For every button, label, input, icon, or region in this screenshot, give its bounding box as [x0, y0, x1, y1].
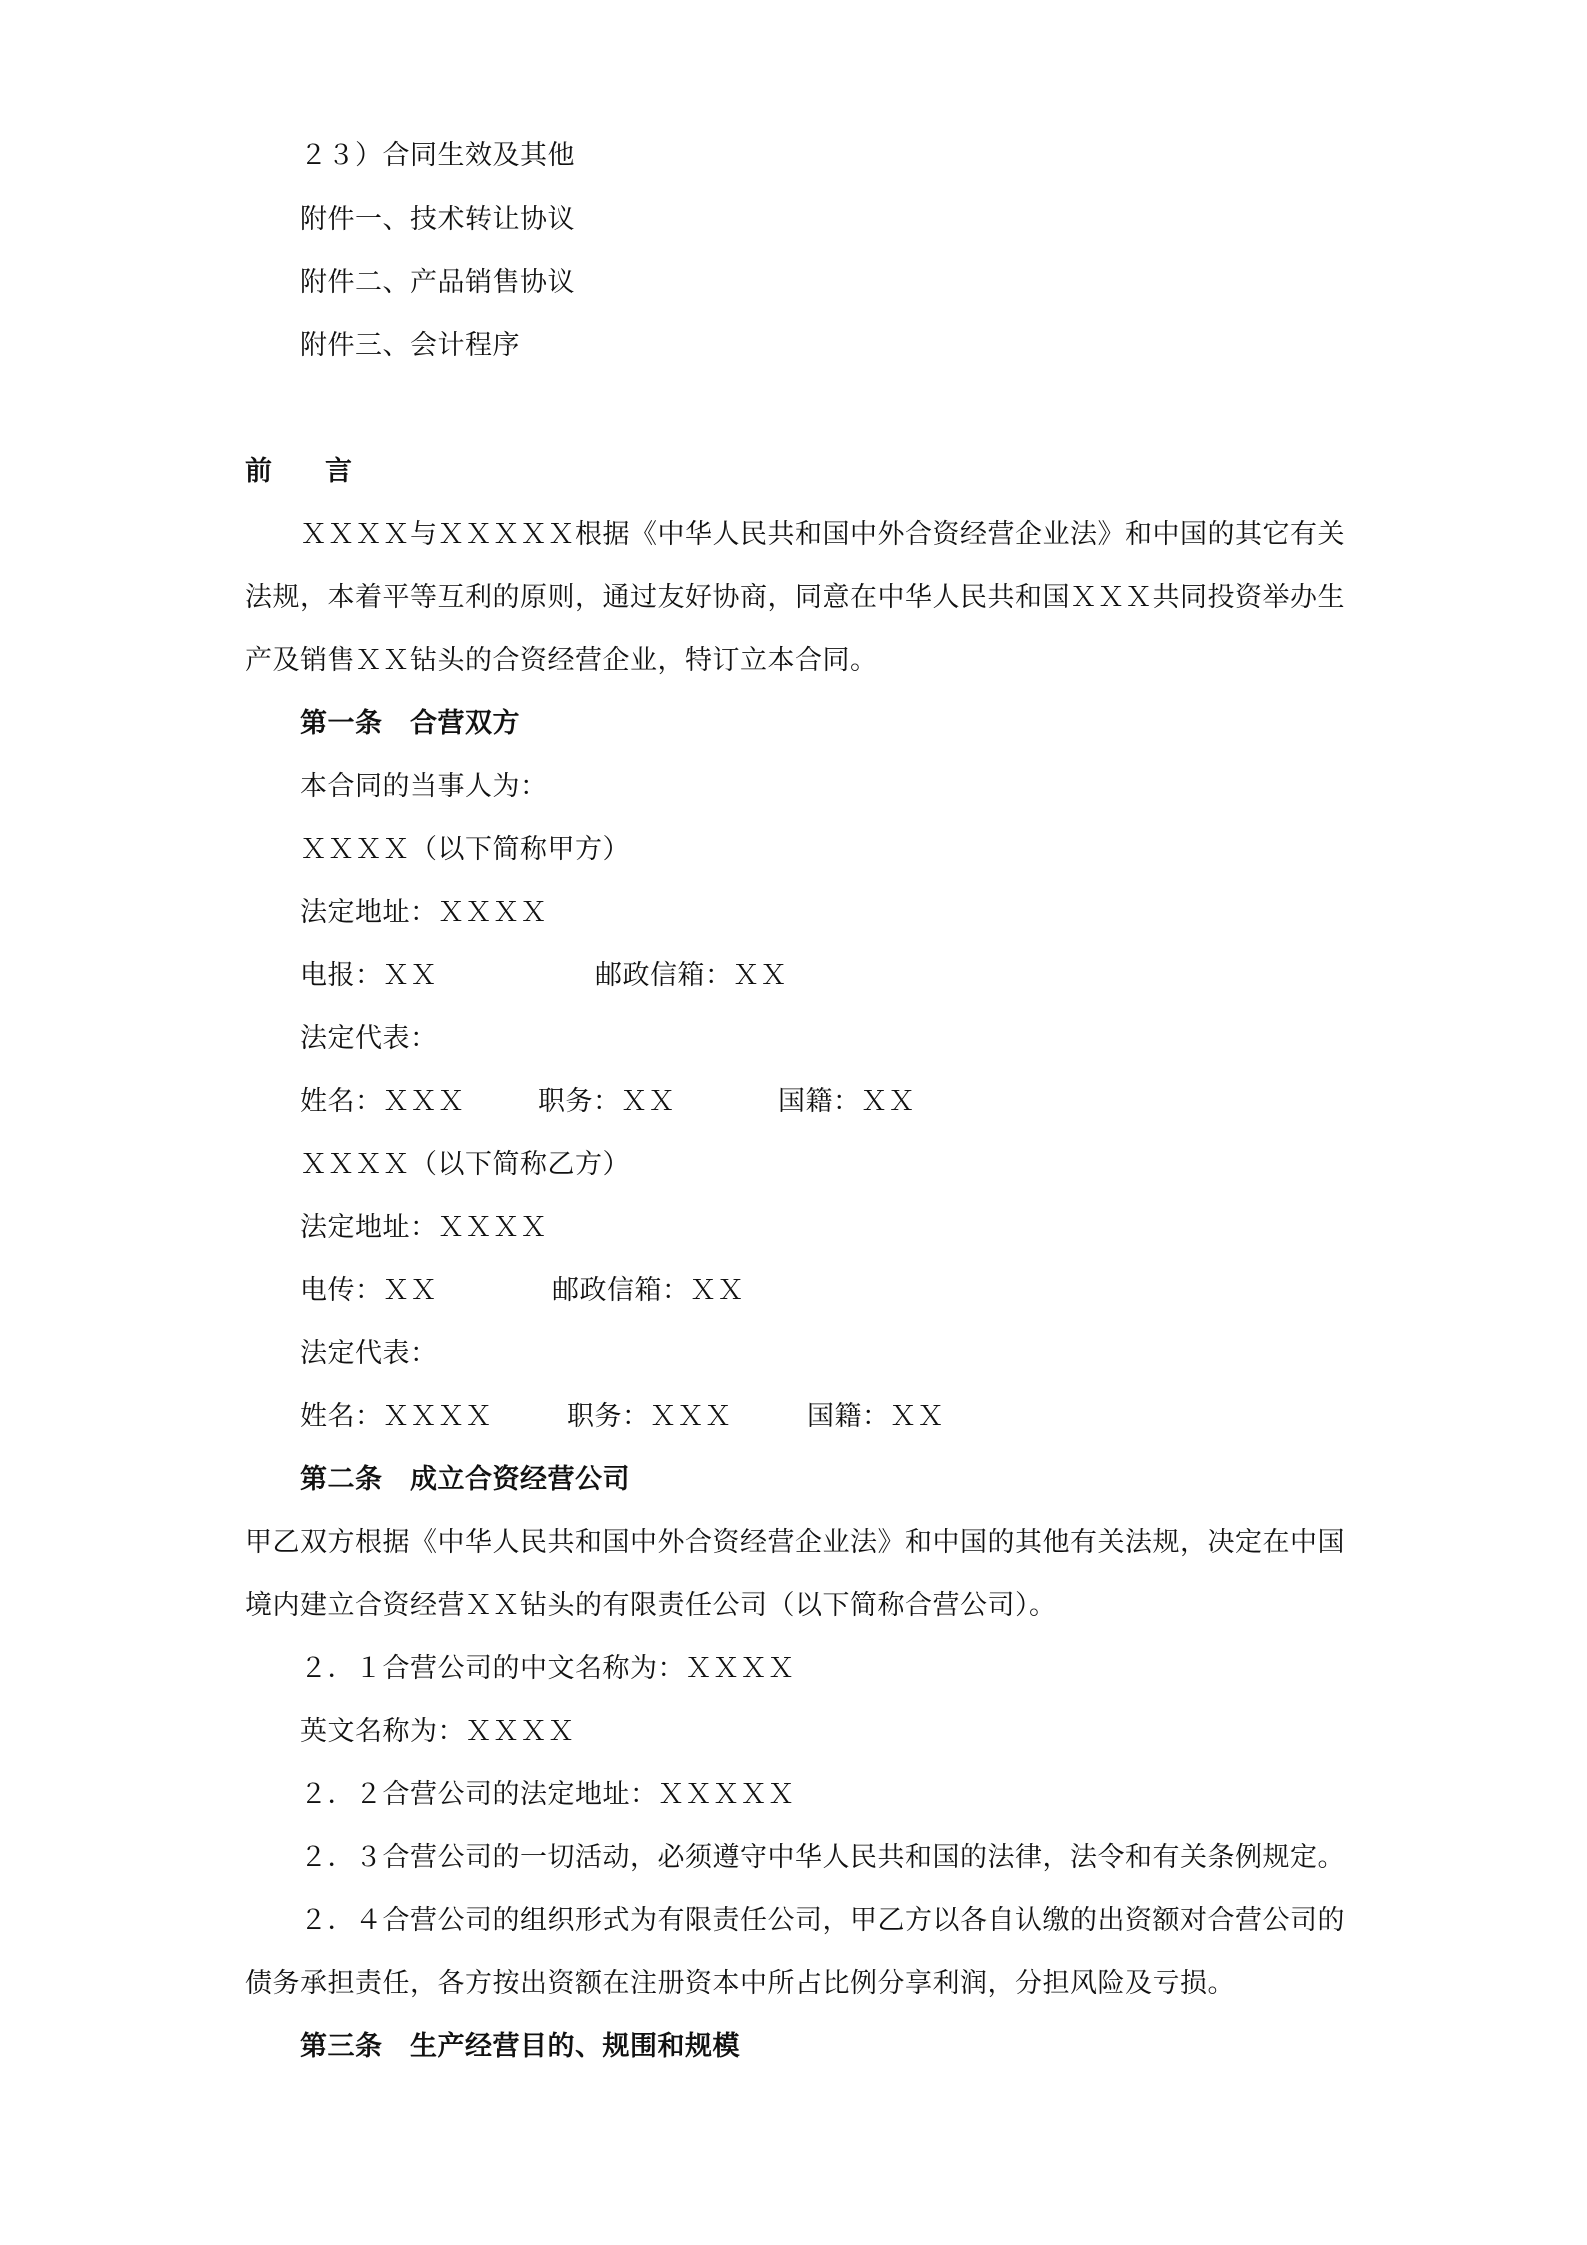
article-1-intro: 本合同的当事人为：	[300, 771, 548, 802]
clause-2-1: ２．１合营公司的中文名称为：ＸＸＸＸ	[300, 1653, 795, 1684]
preface-para-line-2: 法规，本着平等互利的原则，通过友好协商，同意在中华人民共和国ＸＸＸ共同投资举办生	[245, 582, 1345, 613]
preface-heading-char-1: 前	[245, 456, 273, 487]
article-2-title: 第二条 成立合资经营公司	[300, 1464, 630, 1495]
party-a-address: 法定地址：ＸＸＸＸ	[300, 897, 548, 928]
toc-appendix-2: 附件二、产品销售协议	[300, 267, 575, 298]
party-a-rep-nationality: 国籍：ＸＸ	[778, 1086, 916, 1117]
party-a-postbox: 邮政信箱：ＸＸ	[595, 960, 788, 991]
article-2-para-line-2: 境内建立合资经营ＸＸ钻头的有限责任公司（以下简称合营公司）。	[245, 1590, 1057, 1621]
toc-appendix-1: 附件一、技术转让协议	[300, 204, 575, 235]
article-2-para-line-1: 甲乙双方根据《中华人民共和国中外合资经营企业法》和中国的其他有关法规，决定在中国	[245, 1527, 1345, 1558]
party-b-rep-nationality: 国籍：ＸＸ	[807, 1401, 945, 1432]
party-b-rep-name: 姓名：ＸＸＸＸ	[300, 1401, 493, 1432]
party-a-rep-name: 姓名：ＸＸＸ	[300, 1086, 465, 1117]
party-a-rep-label: 法定代表：	[300, 1023, 438, 1054]
party-b-name: ＸＸＸＸ（以下简称乙方）	[300, 1149, 630, 1180]
party-b-address: 法定地址：ＸＸＸＸ	[300, 1212, 548, 1243]
party-b-fax: 电传：ＸＸ	[300, 1275, 438, 1306]
party-a-telegram: 电报：ＸＸ	[300, 960, 438, 991]
clause-2-4-line-1: ２．４合营公司的组织形式为有限责任公司，甲乙方以各自认缴的出资额对合营公司的	[300, 1905, 1345, 1936]
party-b-postbox: 邮政信箱：ＸＸ	[552, 1275, 745, 1306]
preface-heading-char-2: 言	[325, 456, 353, 487]
party-a-name: ＸＸＸＸ（以下简称甲方）	[300, 834, 630, 865]
toc-appendix-3: 附件三、会计程序	[300, 330, 520, 361]
preface-para-line-1: ＸＸＸＸ与ＸＸＸＸＸ根据《中华人民共和国中外合资经营企业法》和中国的其它有关	[300, 519, 1345, 550]
clause-2-3: ２．３合营公司的一切活动，必须遵守中华人民共和国的法律，法令和有关条例规定。	[300, 1842, 1345, 1873]
clause-2-1-english-name: 英文名称为：ＸＸＸＸ	[300, 1716, 575, 1747]
party-a-rep-title: 职务：ＸＸ	[538, 1086, 676, 1117]
preface-para-line-3: 产及销售ＸＸ钻头的合资经营企业，特订立本合同。	[245, 645, 878, 676]
article-1-title: 第一条 合营双方	[300, 708, 520, 739]
party-b-rep-label: 法定代表：	[300, 1338, 438, 1369]
clause-2-2: ２．２合营公司的法定地址：ＸＸＸＸＸ	[300, 1779, 795, 1810]
toc-item-23: ２３）合同生效及其他	[300, 140, 575, 171]
article-3-title: 第三条 生产经营目的、规围和规模	[300, 2031, 740, 2062]
party-b-rep-title: 职务：ＸＸＸ	[567, 1401, 732, 1432]
clause-2-4-line-2: 债务承担责任，各方按出资额在注册资本中所占比例分享利润，分担风险及亏损。	[245, 1968, 1235, 1999]
